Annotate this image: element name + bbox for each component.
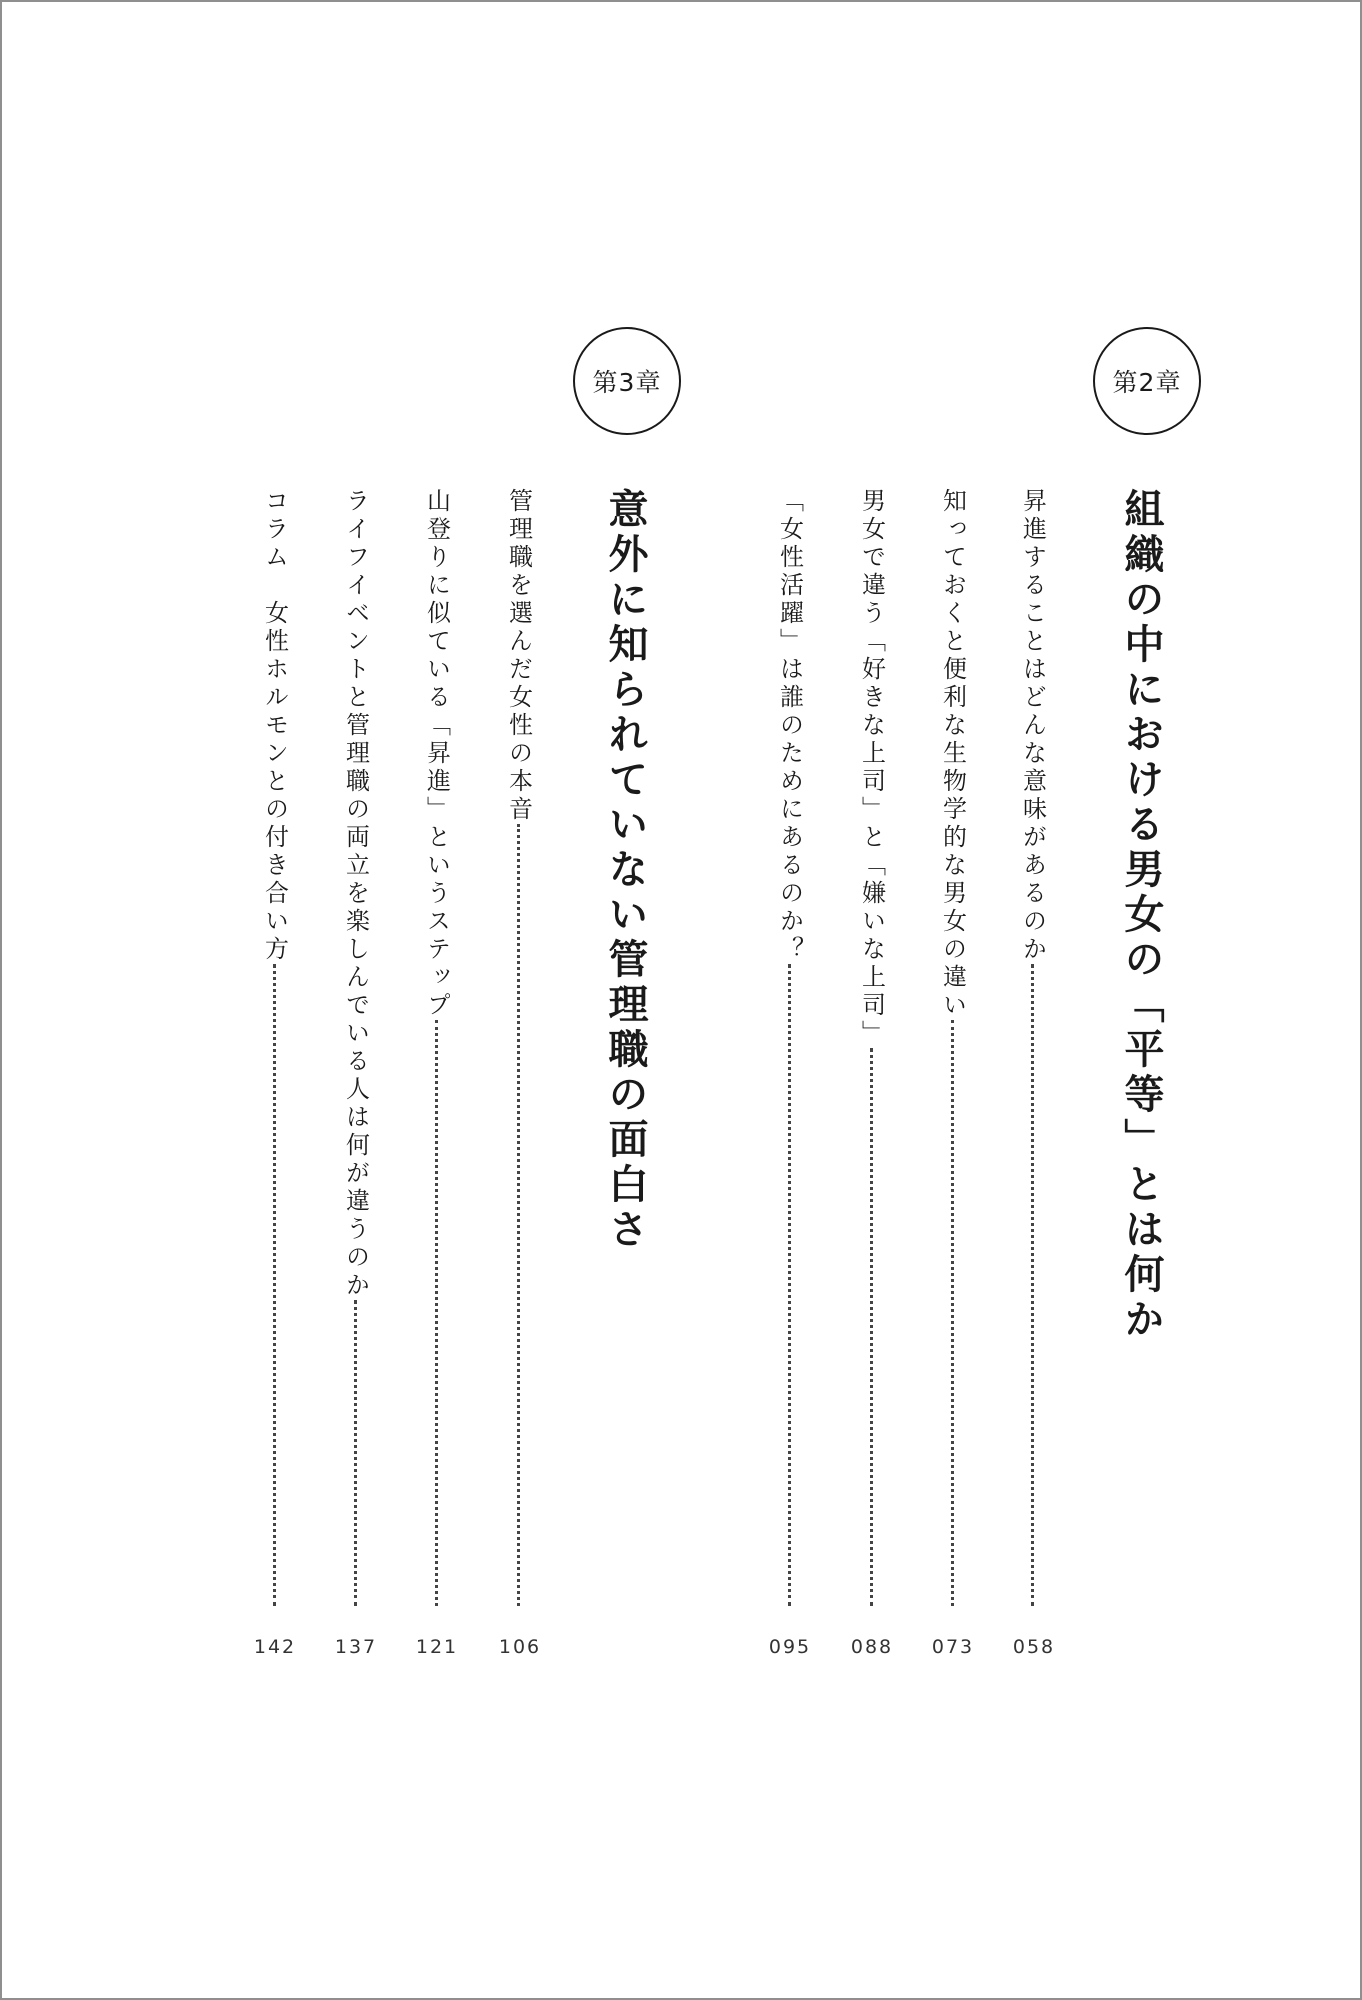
toc-entry-title: コラム 女性ホルモンとの付き合い方 xyxy=(260,488,289,964)
chapter-badge xyxy=(1093,327,1201,435)
toc-entry-title: 昇進することはどんな意味があるのか xyxy=(1018,488,1047,964)
chapter-badge-label: 第2章 xyxy=(1112,368,1182,397)
dot-leader xyxy=(517,824,520,1606)
toc-entry[interactable] xyxy=(260,488,290,1606)
dot-leader xyxy=(273,964,276,1606)
chapter-badge-label: 第3章 xyxy=(592,368,662,397)
dot-leader xyxy=(435,1020,438,1606)
chapter-badge xyxy=(573,327,681,435)
page-number: 058 xyxy=(1012,1636,1056,1658)
toc-entry-title: 管理職を選んだ女性の本音 xyxy=(504,488,533,824)
toc-entry[interactable] xyxy=(775,488,805,1606)
chapter-title: 意外に知られていない管理職の面白さ xyxy=(602,488,649,1253)
dot-leader xyxy=(870,1048,873,1606)
dot-leader xyxy=(1031,964,1034,1606)
dot-leader xyxy=(951,1020,954,1606)
toc-entry-title: 知っておくと便利な生物学的な男女の違い xyxy=(938,488,967,1020)
page-number: 121 xyxy=(415,1636,459,1658)
toc-entry-title: 「女性活躍」は誰のためにあるのか？ xyxy=(775,488,804,964)
toc-entry-title: ライフイベントと管理職の両立を楽しんでいる人は何が違うのか xyxy=(341,488,370,1300)
toc-entry-title: 男女で違う「好きな上司」と「嫌いな上司」 xyxy=(857,488,886,1048)
dot-leader xyxy=(354,1300,357,1606)
toc-entry[interactable] xyxy=(1018,488,1048,1606)
toc-entry[interactable] xyxy=(341,488,371,1606)
dot-leader xyxy=(788,964,791,1606)
page-number: 137 xyxy=(334,1636,378,1658)
page-number: 073 xyxy=(931,1636,975,1658)
toc-entry[interactable] xyxy=(857,488,887,1606)
page-number: 142 xyxy=(253,1636,297,1658)
toc-entry[interactable] xyxy=(938,488,968,1606)
page-number: 106 xyxy=(498,1636,542,1658)
page-number: 095 xyxy=(768,1636,812,1658)
toc-entry[interactable] xyxy=(422,488,452,1606)
chapter-title: 組織の中における男女の「平等」とは何か xyxy=(1118,488,1165,1343)
page-number: 088 xyxy=(850,1636,894,1658)
toc-entry[interactable] xyxy=(504,488,534,1606)
toc-entry-title: 山登りに似ている「昇進」というステップ xyxy=(422,488,451,1020)
